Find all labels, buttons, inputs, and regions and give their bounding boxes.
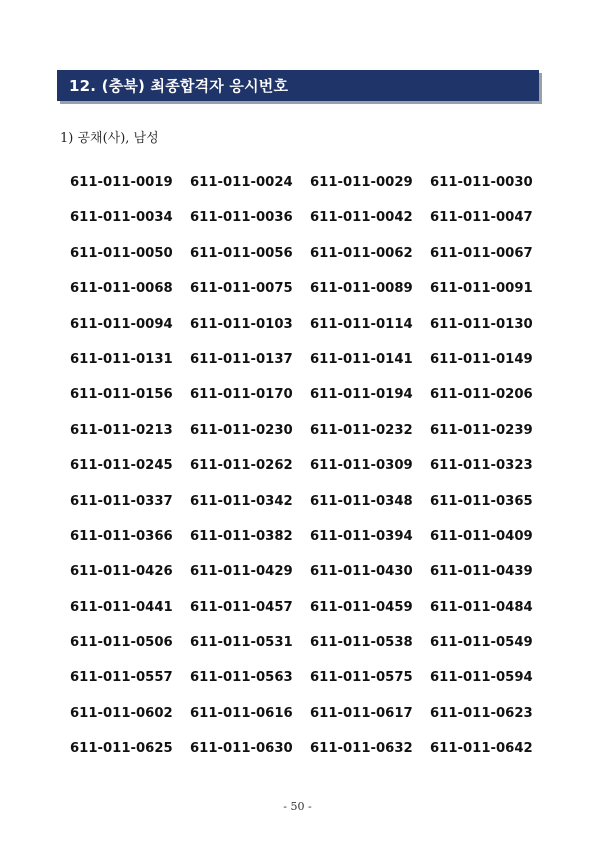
subsection-heading: 1) 공채(사), 남성: [60, 131, 159, 146]
exam-number-cell: 611-011-0382: [190, 528, 293, 544]
exam-number-cell: 611-011-0342: [190, 493, 293, 509]
exam-number-cell: 611-011-0594: [430, 670, 533, 686]
exam-number-cell: 611-011-0642: [430, 741, 533, 757]
exam-number-grid: [70, 172, 540, 774]
exam-number-cell: 611-011-0549: [430, 635, 533, 651]
exam-number-cell: 611-011-0067: [430, 245, 533, 261]
exam-number-cell: 611-011-0557: [70, 670, 173, 686]
exam-number-cell: 611-011-0075: [190, 281, 293, 297]
exam-number-cell: 611-011-0047: [430, 210, 533, 226]
exam-number-cell: 611-011-0365: [430, 493, 533, 509]
exam-number-cell: 611-011-0506: [70, 635, 173, 651]
exam-number-cell: 611-011-0230: [190, 422, 293, 438]
exam-number-cell: 611-011-0114: [310, 316, 413, 332]
exam-number-cell: 611-011-0194: [310, 387, 413, 403]
exam-number-cell: 611-011-0062: [310, 245, 413, 261]
exam-number-cell: 611-011-0094: [70, 316, 173, 332]
exam-number-cell: 611-011-0042: [310, 210, 413, 226]
exam-number-cell: 611-011-0459: [310, 599, 413, 615]
exam-number-cell: 611-011-0429: [190, 564, 293, 580]
exam-number-cell: 611-011-0034: [70, 210, 173, 226]
exam-number-cell: 611-011-0156: [70, 387, 173, 403]
exam-number-cell: 611-011-0348: [310, 493, 413, 509]
exam-number-cell: 611-011-0617: [310, 705, 413, 721]
exam-number-cell: 611-011-0029: [310, 175, 413, 190]
exam-number-cell: 611-011-0030: [430, 175, 533, 190]
exam-number-cell: 611-011-0430: [310, 564, 413, 580]
page-number: - 50 -: [283, 800, 312, 813]
exam-number-cell: 611-011-0232: [310, 422, 413, 438]
exam-number-cell: 611-011-0632: [310, 741, 413, 757]
exam-number-cell: 611-011-0575: [310, 670, 413, 686]
exam-number-cell: 611-011-0531: [190, 635, 293, 651]
exam-number-cell: 611-011-0394: [310, 528, 413, 544]
exam-number-cell: 611-011-0625: [70, 741, 173, 757]
exam-number-cell: 611-011-0024: [190, 175, 293, 190]
exam-number-cell: 611-011-0366: [70, 528, 173, 544]
exam-number-cell: 611-011-0245: [70, 458, 173, 474]
exam-number-cell: 611-011-0089: [310, 281, 413, 297]
exam-number-cell: 611-011-0091: [430, 281, 533, 297]
exam-number-cell: 611-011-0103: [190, 316, 293, 332]
exam-number-cell: 611-011-0130: [430, 316, 533, 332]
exam-number-cell: 611-011-0309: [310, 458, 413, 474]
exam-number-cell: 611-011-0623: [430, 705, 533, 721]
section-title: 12. (충북) 최종합격자 응시번호: [69, 77, 289, 95]
exam-number-cell: 611-011-0050: [70, 245, 173, 261]
exam-number-cell: 611-011-0141: [310, 351, 413, 367]
exam-number-cell: 611-011-0206: [430, 387, 533, 403]
exam-number-cell: 611-011-0616: [190, 705, 293, 721]
exam-number-cell: 611-011-0563: [190, 670, 293, 686]
exam-number-cell: 611-011-0457: [190, 599, 293, 615]
exam-number-cell: 611-011-0036: [190, 210, 293, 226]
exam-number-cell: 611-011-0439: [430, 564, 533, 580]
exam-number-cell: 611-011-0239: [430, 422, 533, 438]
exam-number-cell: 611-011-0337: [70, 493, 173, 509]
exam-number-cell: 611-011-0056: [190, 245, 293, 261]
exam-number-cell: 611-011-0426: [70, 564, 173, 580]
exam-number-cell: 611-011-0068: [70, 281, 173, 297]
exam-number-cell: 611-011-0019: [70, 175, 173, 190]
exam-number-cell: 611-011-0213: [70, 422, 173, 438]
exam-number-cell: 611-011-0602: [70, 705, 173, 721]
exam-number-cell: 611-011-0149: [430, 351, 533, 367]
exam-number-cell: 611-011-0131: [70, 351, 173, 367]
exam-number-cell: 611-011-0538: [310, 635, 413, 651]
exam-number-cell: 611-011-0630: [190, 741, 293, 757]
exam-number-cell: 611-011-0262: [190, 458, 293, 474]
section-title-bar: [57, 70, 539, 101]
exam-number-cell: 611-011-0170: [190, 387, 293, 403]
exam-number-cell: 611-011-0484: [430, 599, 533, 615]
exam-number-cell: 611-011-0441: [70, 599, 173, 615]
exam-number-cell: 611-011-0137: [190, 351, 293, 367]
exam-number-cell: 611-011-0409: [430, 528, 533, 544]
exam-number-cell: 611-011-0323: [430, 458, 533, 474]
